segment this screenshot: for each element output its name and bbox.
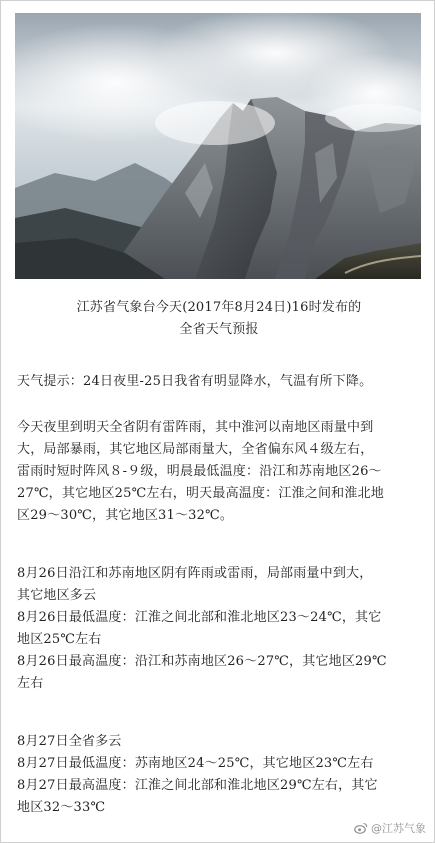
- day27-forecast: [17, 731, 421, 819]
- day26-line: 8月26日沿江和苏南地区阴有阵雨或雷雨，局部雨量中到大，: [17, 566, 373, 581]
- weather-tip: [17, 371, 421, 393]
- forecast-paragraph: [17, 417, 421, 527]
- mountain-photo: [15, 13, 421, 279]
- day27-line: 8月27日最高温度：江淮之间北部和淮北地区29℃左右，其它: [17, 778, 378, 793]
- weather-tip-line: 天气提示：24日夜里-25日我省有明显降水，气温有所下降。: [17, 374, 373, 389]
- watermark-text: @江苏气象: [371, 822, 426, 835]
- title-line-2: 全省天气预报: [179, 322, 259, 337]
- forecast-line: 大，局部暴雨，其它地区局部雨量大，全省偏东风４级左右，: [17, 442, 374, 457]
- forecast-line: 27℃，其它地区25℃左右，明天最高温度：江淮之间和淮北地: [17, 486, 384, 501]
- forecast-title: [17, 297, 421, 341]
- day27-line: 8月27日最低温度：苏南地区24～25℃，其它地区23℃左右: [17, 756, 374, 771]
- day26-line: 左右: [17, 676, 44, 691]
- day27-line: 地区32～33℃: [17, 800, 106, 815]
- day26-forecast: [17, 563, 421, 695]
- forecast-line: 雷雨时短时阵风８-９级，明晨最低温度：沿江和苏南地区26～: [17, 464, 382, 479]
- title-line-1: 江苏省气象台今天(2017年8月24日)16时发布的: [76, 300, 362, 315]
- forecast-line: 区29～30℃，其它地区31～32℃。: [17, 508, 234, 523]
- day26-line: 8月26日最高温度：沿江和苏南地区26～27℃，其它地区29℃: [17, 654, 387, 669]
- weibo-watermark: [354, 820, 426, 836]
- weibo-logo-icon: [354, 821, 368, 835]
- day26-line: 其它地区多云: [17, 588, 97, 603]
- day27-line: 8月27日全省多云: [17, 734, 122, 749]
- day26-line: 地区25℃左右: [17, 632, 102, 647]
- forecast-line: 今天夜里到明天全省阴有雷阵雨，其中淮河以南地区雨量中到: [17, 420, 374, 435]
- day26-line: 8月26日最低温度：江淮之间北部和淮北地区23～24℃，其它: [17, 610, 382, 625]
